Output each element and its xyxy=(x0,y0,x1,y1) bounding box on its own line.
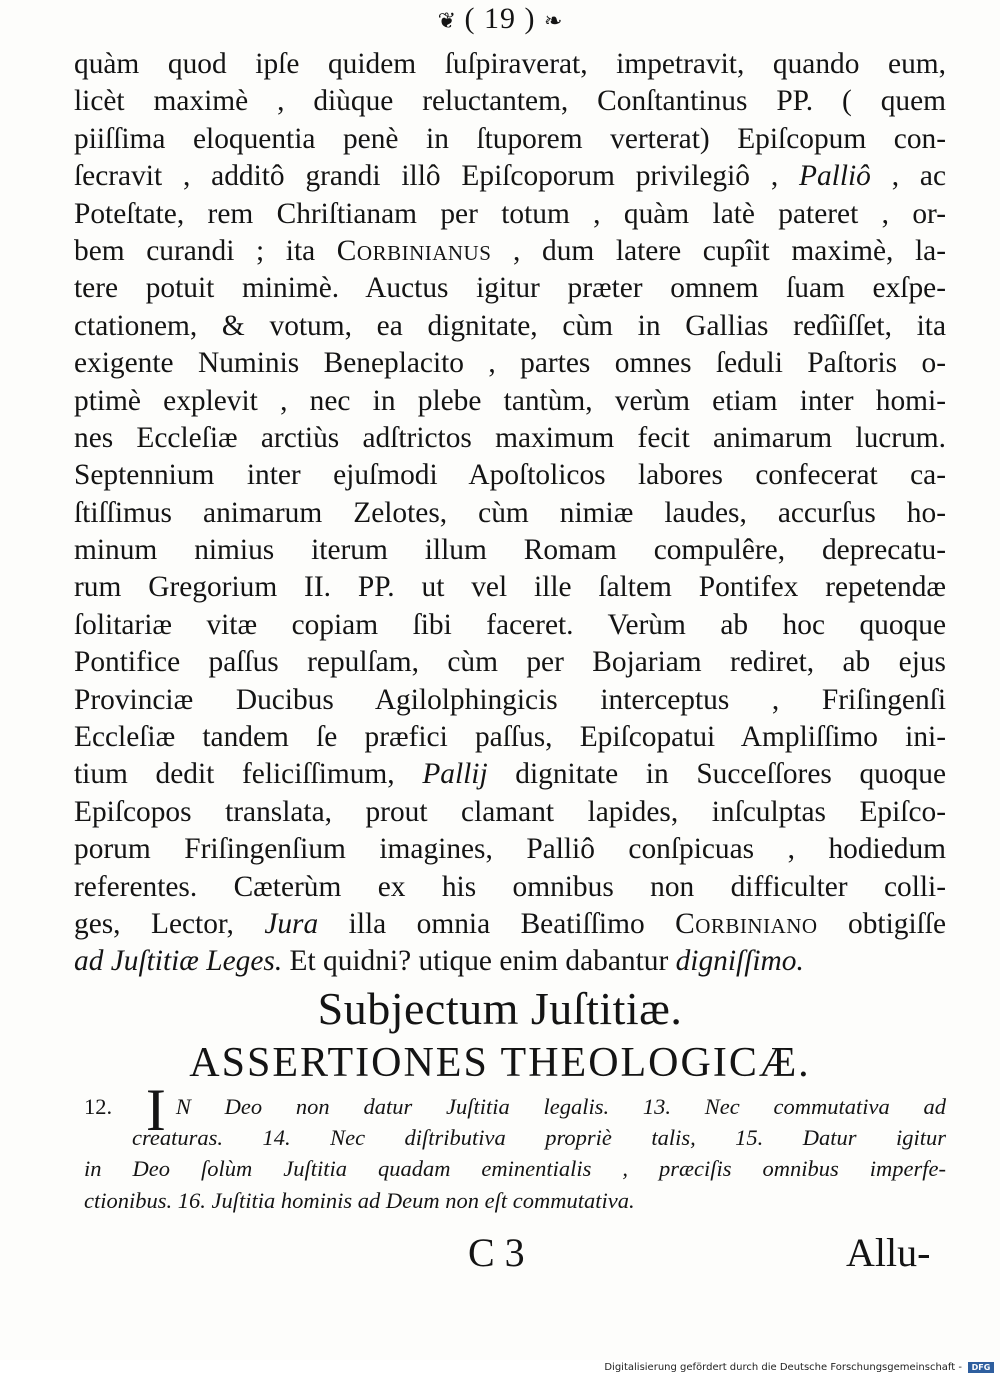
dfg-logo: DFG xyxy=(968,1362,994,1373)
catchword: Allu- xyxy=(846,1230,931,1275)
text-line: rum Gregorium II. PP. ut vel ille ſaltem Pontifex repetendæ xyxy=(74,571,946,604)
italic-text: digniſſimo. xyxy=(675,945,804,978)
page-number: ( 19 ) xyxy=(464,2,536,35)
ornament-right-icon: ❧ xyxy=(543,8,563,33)
text-line: ctationem, & votum, ea dignitate, cùm in Gallias redîiſſet, ita xyxy=(74,309,946,342)
assertion-line: in Deo ſolùm Juſtitia quadam eminentialis , præciſis omnibus imperfe- xyxy=(84,1156,946,1181)
text-line: licèt maximè , diùque reluctantem, Conſtantinus PP. ( quem xyxy=(74,85,946,118)
section-title: Subjectum Juſtitiæ. xyxy=(317,983,683,1034)
text-line: Epiſcopos translata, prout clamant lapides, inſculptas Epiſco- xyxy=(74,795,946,828)
italic-text: ad Juſtitiæ Leges. xyxy=(74,945,283,978)
page-header xyxy=(0,2,1000,36)
text-line: bem curandi ; ita Corbinianus , dum latere cupîit maximè, la- xyxy=(74,234,946,267)
italic-text: Palliô xyxy=(799,160,871,193)
text-line: ſolitariæ vitæ copiam ſibi faceret. Verùm ab hoc quoque xyxy=(74,608,946,641)
assertion-line: ctionibus. 16. Juſtitia hominis ad Deum non eſt commutativa. xyxy=(84,1187,635,1213)
smallcaps-name: Corbiniano xyxy=(675,907,818,940)
assertions-block xyxy=(84,1077,947,1216)
text-line: Provinciæ Ducibus Agilolphingicis interceptus , Friſingenſi xyxy=(74,683,946,716)
body-text xyxy=(74,46,946,981)
text-line: tium dedit feliciſſimum, Pallij dignitate in Succeſſores quoque xyxy=(74,758,946,791)
text-line: porum Friſingenſium imagines, Palliô conſpicuas , hodiedum xyxy=(74,833,946,866)
text-line: tere potuit minimè. Auctus igitur præter omnem ſuam exſpe- xyxy=(74,272,946,305)
text-line: Eccleſiæ tandem ſe præfici paſſus, Epiſcopatui Ampliſſimo ini- xyxy=(74,721,946,754)
footer-credit: Digitalisierung gefördert durch die Deutsche Forschungsgemeinschaft - xyxy=(604,1362,962,1373)
text-line: Pontifice paſſus repulſam, cùm per Bojariam rediret, ab ejus xyxy=(74,646,946,679)
text-line: ad Juſtitiæ Leges. Et quidni? utique enim dabantur digniſſimo. xyxy=(74,945,804,978)
assertions-title: ASSERTIONES THEOLOGICÆ. xyxy=(189,1040,811,1086)
text-line: ptimè explevit , nec in plebe tantùm, verùm etiam inter homi- xyxy=(74,384,946,417)
assertion-line: creaturas. 14. Nec diſtributiva propriè talis, 15. Datur igitur xyxy=(132,1124,946,1150)
text-line: quàm quod ipſe quidem ſuſpiraverat, impetravit, quando eum, xyxy=(74,48,946,80)
text-line: ges, Lector, Jura illa omnia Beatiſſimo Corbiniano obtigiſſe xyxy=(74,907,946,940)
text-line: ſecravit , additô grandi illô Epiſcoporum privilegiô , Palliô , ac xyxy=(74,160,946,193)
assertion-number: 12. xyxy=(84,1094,146,1119)
text-line: Poteſtate, rem Chriſtianam per totum , quàm latè pateret , or- xyxy=(74,197,946,230)
text-line: piiſſima eloquentia penè in ſtuporem verterat) Epiſcopum con- xyxy=(74,122,946,155)
italic-text: Jura xyxy=(264,907,319,940)
signature-mark: C 3 xyxy=(468,1230,525,1275)
digitization-footer xyxy=(0,1360,1000,1375)
text-line: nes Eccleſiæ arctiùs adſtrictos maximum fecit animarum lucrum. xyxy=(74,421,946,454)
text-line: ſtiſſimus animarum Zelotes, cùm nimiæ laudes, accurſus ho- xyxy=(74,496,946,529)
text-line: exigente Numinis Beneplacito , partes omnes ſeduli Paſtoris o- xyxy=(74,347,946,380)
text-line: minum nimius iterum illum Romam compulêre, deprecatu- xyxy=(74,534,946,567)
smallcaps-name: Corbinianus xyxy=(336,234,492,267)
drop-cap: I xyxy=(145,1077,166,1143)
text-line: referentes. Cæterùm ex his omnibus non difficulter colli- xyxy=(74,870,946,903)
italic-text: Pallij xyxy=(422,758,488,791)
text-line: Septennium inter ejuſmodi Apoſtolicos labores confecerat ca- xyxy=(74,459,946,492)
assertion-line: 12. I N Deo non datur Juſtitia legalis. 13. Nec commutativa ad xyxy=(84,1077,947,1143)
ornament-left-icon: ❦ xyxy=(437,8,456,33)
